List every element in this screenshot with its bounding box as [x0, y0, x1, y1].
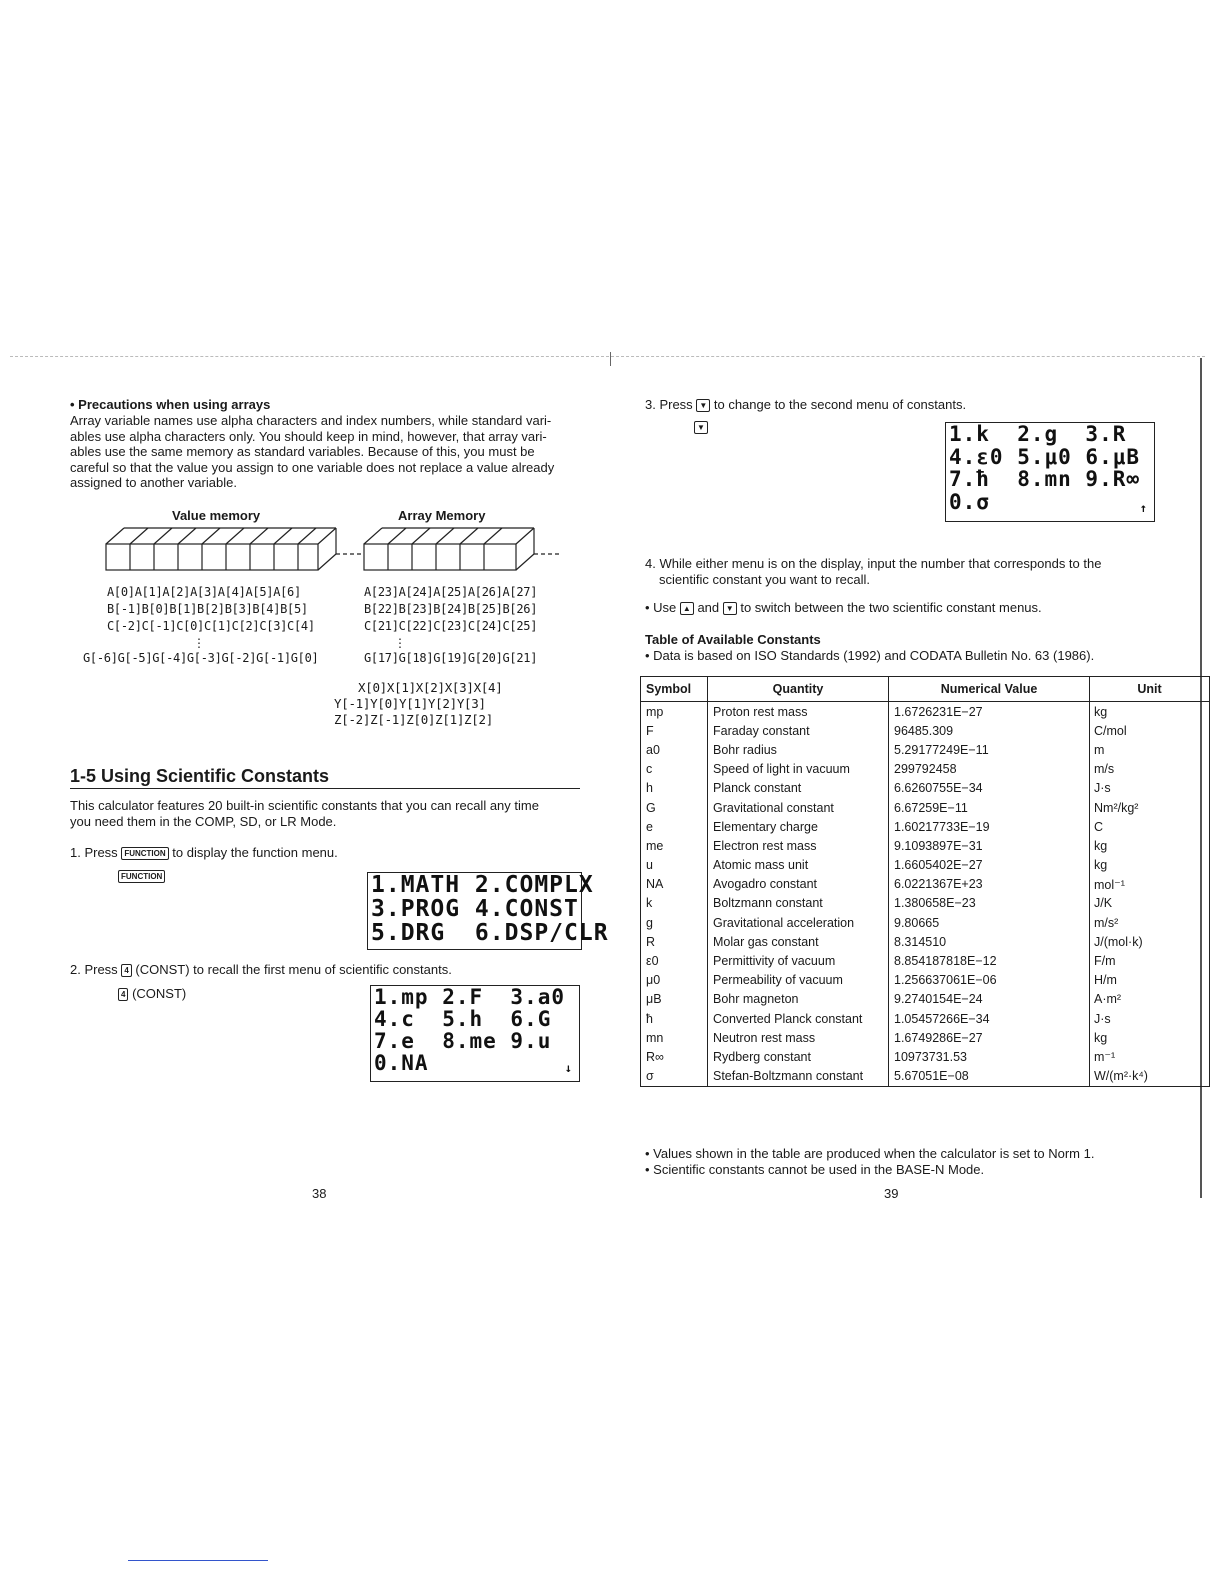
table-row [641, 702, 1210, 722]
cell-symbol: mn [641, 1028, 708, 1047]
cell-value: 1.6726231E−27 [889, 702, 1090, 722]
precautions-line: careful so that the value you assign to one variable does not replace a value already [70, 459, 555, 475]
cell-unit: Nm²/kg² [1090, 798, 1210, 817]
cell-value: 1.256637061E−06 [889, 971, 1090, 990]
cell-unit: H/m [1090, 971, 1210, 990]
table-row [641, 779, 1210, 798]
step-2 [70, 962, 452, 978]
cell-value: 1.60217733E−19 [889, 817, 1090, 836]
const-label: (CONST) [132, 986, 187, 1001]
xyz-rows [334, 680, 503, 728]
table-title: Table of Available Constants [645, 632, 821, 647]
cell-unit: J·s [1090, 1009, 1210, 1028]
cell-unit: mol⁻¹ [1090, 875, 1210, 894]
step-1 [70, 845, 338, 861]
cell-symbol: μ0 [641, 971, 708, 990]
cell-quantity: Rydberg constant [708, 1047, 889, 1066]
table-row [641, 798, 1210, 817]
cell-value: 8.854187818E−12 [889, 951, 1090, 970]
cell-symbol: c [641, 760, 708, 779]
value-row: G[-6]G[-5]G[-4]G[-3]G[-2]G[-1]G[0] [83, 651, 319, 665]
step-3 [645, 397, 966, 413]
cell-unit: m/s² [1090, 913, 1210, 932]
footnote: • Scientific constants cannot be used in the BASE-N Mode. [645, 1161, 985, 1177]
xyz-row: X[0]X[1]X[2]X[3]X[4] [358, 680, 503, 695]
table-row [641, 836, 1210, 855]
down-key[interactable]: ▼ [696, 399, 710, 412]
cell-quantity: Neutron rest mass [708, 1028, 889, 1047]
memory-diagram [100, 524, 570, 574]
cell-unit: kg [1090, 856, 1210, 875]
cell-value: 9.2740154E−24 [889, 990, 1090, 1009]
lcd-line: 7.ħ 8.mn 9.R∞ [949, 467, 1141, 491]
cell-quantity: Bohr magneton [708, 990, 889, 1009]
cell-value: 6.67259E−11 [889, 798, 1090, 817]
cell-unit: kg [1090, 836, 1210, 855]
value-memory-label: Value memory [172, 508, 261, 523]
function-key[interactable]: FUNCTION [121, 847, 168, 860]
cell-unit: kg [1090, 1028, 1210, 1047]
cell-quantity: Permittivity of vacuum [708, 951, 889, 970]
cell-value: 1.6749286E−27 [889, 1028, 1090, 1047]
header-symbol: Symbol [641, 677, 708, 702]
cell-quantity: Avogadro constant [708, 875, 889, 894]
cell-symbol: R [641, 932, 708, 951]
step-text: to change to the second menu of constants. [713, 397, 967, 412]
array-row: B[22]B[23]B[24]B[25]B[26] [364, 602, 538, 616]
cell-quantity: Converted Planck constant [708, 1009, 889, 1028]
cell-value: 10973731.53 [889, 1047, 1090, 1066]
page-number-38: 38 [312, 1186, 327, 1201]
cell-symbol: F [641, 721, 708, 740]
cell-unit: C [1090, 817, 1210, 836]
lcd-line: 7.e 8.me 9.u [374, 1029, 552, 1053]
function-key[interactable]: FUNCTION [118, 870, 165, 883]
cell-symbol: me [641, 836, 708, 855]
step-label: 1. Press [70, 845, 118, 860]
cell-quantity: Permeability of vacuum [708, 971, 889, 990]
table-row [641, 971, 1210, 990]
cell-symbol: μB [641, 990, 708, 1009]
down-key[interactable]: ▼ [694, 421, 708, 434]
cell-symbol: a0 [641, 740, 708, 759]
array-row: A[23]A[24]A[25]A[26]A[27] [364, 585, 538, 599]
cell-symbol: k [641, 894, 708, 913]
cell-unit: J/K [1090, 894, 1210, 913]
cell-quantity: Elementary charge [708, 817, 889, 836]
lcd-constants-menu-1 [370, 985, 580, 1082]
up-key[interactable]: ▲ [680, 602, 694, 615]
step-4 [645, 556, 1205, 587]
intro-line: This calculator features 20 built-in scientific constants that you can recall any time [70, 798, 539, 813]
step-4-line: 4. While either menu is on the display, input the number that corresponds to the [645, 556, 1102, 571]
xyz-row: Y[-1]Y[0]Y[1]Y[2]Y[3] [334, 696, 486, 711]
table-source-note: • Data is based on ISO Standards (1992) and CODATA Bulletin No. 63 (1986). [645, 648, 1095, 663]
table-row [641, 1047, 1210, 1066]
cell-unit: m [1090, 740, 1210, 759]
cell-unit: F/m [1090, 951, 1210, 970]
cell-symbol: h [641, 779, 708, 798]
cell-value: 6.6260755E−34 [889, 779, 1090, 798]
cell-symbol: e [641, 817, 708, 836]
table-row [641, 856, 1210, 875]
cell-symbol: ħ [641, 1009, 708, 1028]
bullet-text: • Use [645, 600, 677, 615]
table-header-row [641, 677, 1210, 702]
cell-symbol: g [641, 913, 708, 932]
value-row: B[-1]B[0]B[1]B[2]B[3]B[4]B[5] [107, 602, 308, 616]
cell-quantity: Bohr radius [708, 740, 889, 759]
cell-value: 1.380658E−23 [889, 894, 1090, 913]
cell-value: 1.05457266E−34 [889, 1009, 1090, 1028]
header-unit: Unit [1090, 677, 1210, 702]
cell-symbol: u [641, 856, 708, 875]
step-text: to display the function menu. [172, 845, 338, 860]
lcd-line: 0.NA [374, 1051, 429, 1075]
precautions-line: assigned to another variable. [70, 475, 237, 490]
right-page [612, 0, 1224, 1584]
cell-symbol: NA [641, 875, 708, 894]
intro-paragraph [70, 798, 590, 829]
table-row [641, 875, 1210, 894]
key-4[interactable]: 4 [121, 964, 131, 977]
cell-value: 5.29177249E−11 [889, 740, 1090, 759]
cell-quantity: Stefan-Boltzmann constant [708, 1067, 889, 1087]
value-row: A[0]A[1]A[2]A[3]A[4]A[5]A[6] [107, 585, 301, 599]
table-row [641, 913, 1210, 932]
cell-symbol: ε0 [641, 951, 708, 970]
table-row [641, 740, 1210, 759]
cell-symbol: R∞ [641, 1047, 708, 1066]
cell-value: 8.314510 [889, 932, 1090, 951]
table-row [641, 817, 1210, 836]
step-4-line: scientific constant you want to recall. [659, 571, 870, 587]
lcd-line: 5.DRG 6.DSP/CLR [371, 920, 609, 946]
cell-quantity: Proton rest mass [708, 702, 889, 722]
cell-unit: J·s [1090, 779, 1210, 798]
step-text: (CONST) to recall the first menu of scientific constants. [135, 962, 452, 977]
cell-value: 6.0221367E+23 [889, 875, 1090, 894]
use-keys-note [645, 600, 1042, 616]
cell-unit: m/s [1090, 760, 1210, 779]
down-key[interactable]: ▼ [723, 602, 737, 615]
header-quantity: Quantity [708, 677, 889, 702]
precautions-line: ables use alpha characters only. You should keep in mind, however, that array vari- [70, 428, 547, 444]
lcd-line: 1.k 2.g 3.R [949, 422, 1127, 446]
table-row [641, 1067, 1210, 1087]
array-row: C[21]C[22]C[23]C[24]C[25] [364, 619, 538, 633]
array-memory-rows [364, 584, 537, 667]
cell-value: 5.67051E−08 [889, 1067, 1090, 1087]
cell-value: 1.6605402E−27 [889, 856, 1090, 875]
bullet-text: to switch between the two scientific constant menus. [740, 600, 1042, 615]
step-label: 3. Press [645, 397, 693, 412]
precautions-title: • Precautions when using arrays [70, 397, 271, 412]
lcd-line: 1.MATH 2.COMPLX [371, 872, 594, 898]
cell-quantity: Faraday constant [708, 721, 889, 740]
section-title: 1-5 Using Scientific Constants [70, 766, 330, 786]
lcd-function-menu [367, 872, 609, 950]
vertical-ellipsis: ⋮ [193, 636, 205, 650]
lcd-line: 0.σ [949, 489, 990, 514]
precautions-paragraph [70, 413, 590, 491]
cell-quantity: Gravitational constant [708, 798, 889, 817]
intro-line: you need them in the COMP, SD, or LR Mode. [70, 813, 337, 829]
cell-unit: m⁻¹ [1090, 1047, 1210, 1066]
cell-quantity: Gravitational acceleration [708, 913, 889, 932]
footnote: • Values shown in the table are produced when the calculator is set to Norm 1. [645, 1146, 1095, 1161]
cell-quantity: Speed of light in vacuum [708, 760, 889, 779]
cell-symbol: G [641, 798, 708, 817]
cell-unit: J/(mol·k) [1090, 932, 1210, 951]
vertical-ellipsis: ⋮ [394, 636, 406, 650]
header-value: Numerical Value [889, 677, 1090, 702]
footnotes [645, 1146, 1094, 1177]
function-key-standalone[interactable] [118, 868, 165, 886]
value-memory-rows [83, 584, 319, 667]
down-key-standalone[interactable] [694, 419, 708, 437]
table-row [641, 932, 1210, 951]
xyz-row: Z[-2]Z[-1]Z[0]Z[1]Z[2] [334, 712, 493, 727]
table-row [641, 1028, 1210, 1047]
cell-value: 96485.309 [889, 721, 1090, 740]
key-4-standalone-group [118, 986, 186, 1002]
lcd-line: 4.ε0 5.μ0 6.μB [949, 444, 1141, 469]
table-row [641, 894, 1210, 913]
table-row [641, 990, 1210, 1009]
constants-table [640, 676, 1210, 1087]
section-underline [70, 788, 580, 789]
key-4[interactable]: 4 [118, 988, 128, 1001]
cell-value: 9.1093897E−31 [889, 836, 1090, 855]
cell-value: 9.80665 [889, 913, 1090, 932]
cell-quantity: Electron rest mass [708, 836, 889, 855]
lcd-constants-menu-2 [945, 422, 1155, 522]
cell-unit: A·m² [1090, 990, 1210, 1009]
table-row [641, 951, 1210, 970]
precautions-line: Array variable names use alpha characters and index numbers, while standard vari- [70, 413, 552, 428]
up-arrow-indicator: ↑ [1139, 500, 1148, 515]
table-row [641, 1009, 1210, 1028]
cell-unit: C/mol [1090, 721, 1210, 740]
page-number-39: 39 [884, 1186, 899, 1201]
cell-unit: W/(m²·k⁴) [1090, 1067, 1210, 1087]
cell-symbol: σ [641, 1067, 708, 1087]
value-row: C[-2]C[-1]C[0]C[1]C[2]C[3]C[4] [107, 619, 315, 633]
cell-quantity: Boltzmann constant [708, 894, 889, 913]
cell-quantity: Planck constant [708, 779, 889, 798]
precautions-line: ables use the same memory as standard variables. Because of this, you must be [70, 444, 535, 459]
down-arrow-indicator: ↓ [564, 1061, 573, 1075]
cell-quantity: Molar gas constant [708, 932, 889, 951]
table-row [641, 721, 1210, 740]
lcd-line: 4.c 5.h 6.G [374, 1007, 552, 1031]
step-label: 2. Press [70, 962, 118, 977]
lcd-line: 1.mp 2.F 3.a0 [374, 985, 566, 1009]
lcd-line: 3.PROG 4.CONST [371, 896, 579, 922]
array-memory-label: Array Memory [398, 508, 486, 523]
cell-unit: kg [1090, 702, 1210, 722]
bullet-text: and [697, 600, 720, 615]
table-row [641, 760, 1210, 779]
cell-symbol: mp [641, 702, 708, 722]
cell-value: 299792458 [889, 760, 1090, 779]
array-row: G[17]G[18]G[19]G[20]G[21] [364, 651, 538, 665]
cell-quantity: Atomic mass unit [708, 856, 889, 875]
